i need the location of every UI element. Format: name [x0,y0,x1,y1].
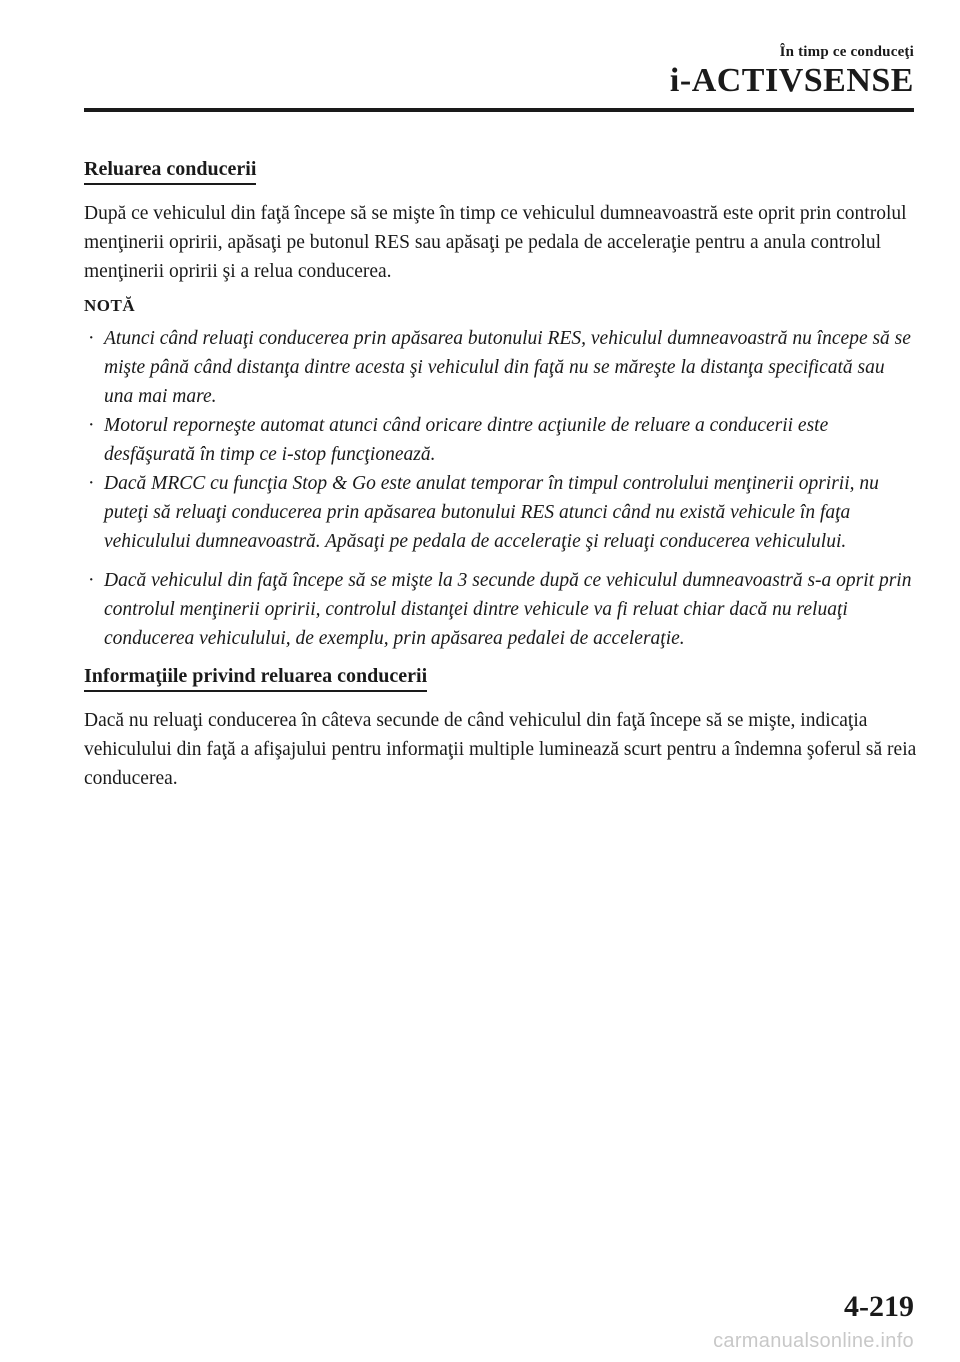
page-number: 4-219 [844,1290,914,1323]
watermark: carmanualsonline.info [713,1330,914,1352]
chapter-title: i-ACTIVSENSE [669,62,914,99]
note-item [84,411,918,469]
resume-driving-heading: Reluarea conducerii [84,158,256,185]
bullet-icon: · [88,328,95,349]
note-list [84,324,918,653]
note-item [84,469,918,556]
main-content [84,158,918,803]
note-item [84,324,918,411]
resume-info-section [84,665,918,793]
section-title: În timp ce conduceţi [779,44,914,60]
bullet-icon: · [88,415,95,436]
note-item-text: Dacă MRCC cu funcţia Stop & Go este anulat temporar în timpul controlului menţinerii opririi, nu puteţi să reluaţi conducerea prin apăsarea butonului RES atunci când nu există vehicule în faţa vehiculului dumneavoastră. Apăsaţi pe pedala de acceleraţie şi reluaţi conducerea vehiculului. [104,473,879,552]
note-item [84,566,918,653]
note-box [84,296,918,653]
note-title: NOTĂ [84,296,136,315]
resume-driving-section [84,158,918,286]
bullet-icon: · [88,473,95,494]
note-item-text: Motorul reporneşte automat atunci când oricare dintre acţiunile de reluare a conducerii este desfăşurată în timp ce i-stop funcţionează. [104,415,829,465]
note-item-text: Atunci când reluaţi conducerea prin apăsarea butonului RES, vehiculul dumneavoastră nu începe să se mişte până când distanţa dintre acesta şi vehiculul din faţă nu se măreşte la distanţa specificată sau una mai mare. [104,328,911,407]
resume-info-heading: Informaţiile privind reluarea conducerii [84,665,427,692]
bullet-icon: · [88,570,95,591]
note-item-text: Dacă vehiculul din faţă începe să se mişte la 3 secunde după ce vehiculul dumneavoastră s-a oprit prin controlul menţinerii opririi, controlul distanţei dintre vehicule va fi reluat chiar dacă nu reluaţi conducerea vehiculului, de exemplu, prin apăsarea pedalei de acceleraţie. [104,570,912,649]
header-divider [84,108,914,112]
resume-driving-body: După ce vehiculul din faţă începe să se mişte în timp ce vehiculul dumneavoastră este oprit prin controlul menţinerii opririi, apăsaţi pe butonul RES sau apăsaţi pe pedala de acceleraţie pentru a anula controlul menţinerii opririi şi a relua conducerea. [84,203,907,282]
resume-info-body: Dacă nu reluaţi conducerea în câteva secunde de când vehiculul din faţă începe să se mişte, indicaţia vehiculului din faţă a afişajului pentru informaţii multiple luminează scurt pentru a îndemna şoferul să reia conducerea. [84,710,917,789]
